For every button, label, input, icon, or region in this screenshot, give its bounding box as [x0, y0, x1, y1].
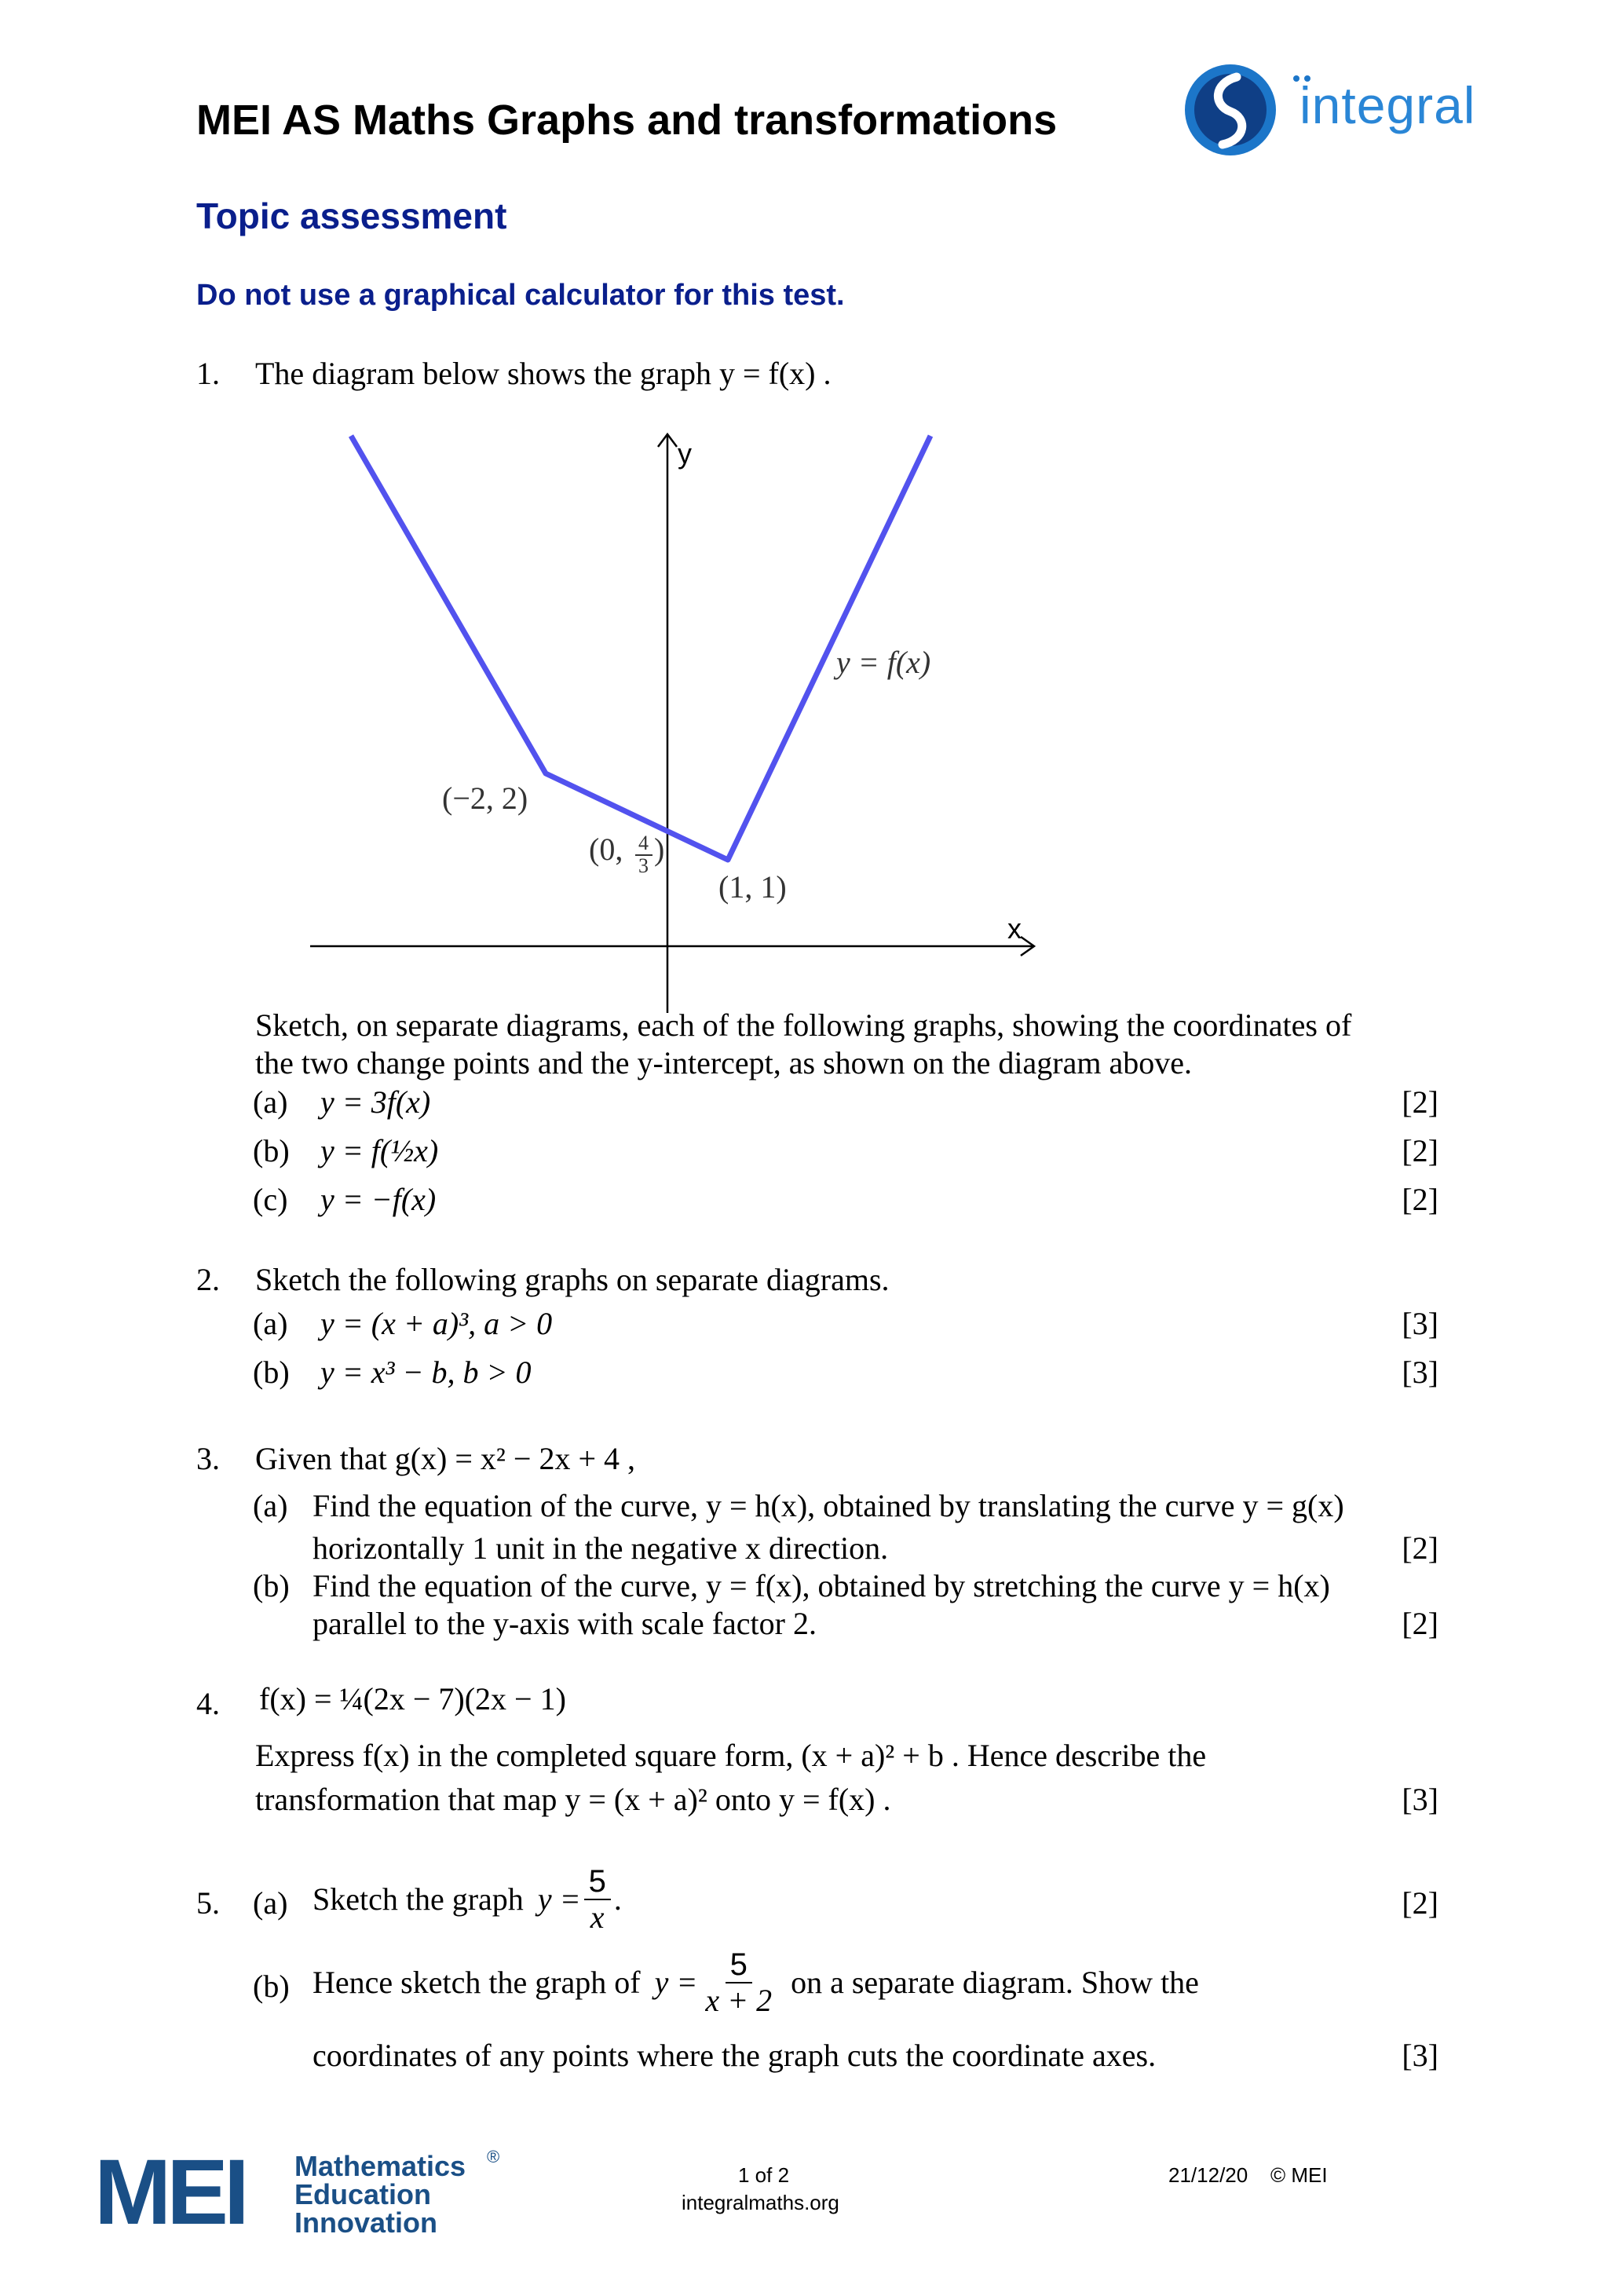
- q3-part-a-marks: [2]: [1402, 1530, 1438, 1566]
- q3-part-a-label: (a): [253, 1488, 288, 1523]
- q2-part-a-expr: y = (x + a)³, a > 0: [320, 1306, 553, 1341]
- calculator-warning: Do not use a graphical calculator for this test.: [196, 279, 845, 312]
- q1-instruction-line2: the two change points and the y-intercept, as shown on the diagram above.: [255, 1045, 1192, 1080]
- point-label-change-1: (−2, 2): [442, 781, 528, 816]
- q5-part-b-text: Hence sketch the graph of: [313, 1965, 641, 2000]
- question-4-number: 4.: [196, 1686, 220, 1721]
- q5-part-b-fraction: [700, 1947, 777, 2018]
- footer-page-number: 1 of 2: [738, 2163, 790, 2187]
- q1-part-c-label: (c): [253, 1182, 288, 1217]
- q1-instruction-line1: Sketch, on separate diagrams, each of the following graphs, showing the coordinates of: [255, 1007, 1352, 1043]
- q1-part-b-label: (b): [253, 1133, 290, 1168]
- q4-marks: [3]: [1402, 1782, 1438, 1817]
- q1-part-b-expr: y = f(½x): [320, 1133, 439, 1168]
- q5-part-b-numerator: 5: [726, 1947, 752, 1983]
- q2-part-b-expr: y = x³ − b, b > 0: [320, 1355, 532, 1390]
- mei-line-3: Innovation: [294, 2206, 437, 2239]
- integral-logo: [1182, 61, 1512, 163]
- logo-text: integral: [1299, 76, 1476, 134]
- x-axis-label: x: [1007, 912, 1022, 945]
- question-5-number: 5.: [196, 1885, 220, 1921]
- y-axis-label: y: [678, 437, 692, 470]
- q2-part-a-marks: [3]: [1402, 1306, 1438, 1341]
- registered-icon: ®: [487, 2147, 500, 2166]
- point-label-y-intercept: [589, 832, 664, 877]
- q5-part-a-statement: [313, 1864, 622, 1935]
- section-title: Topic assessment: [196, 196, 507, 236]
- question-2-number: 2.: [196, 1262, 220, 1297]
- q1-part-a-expr: y = 3f(x): [320, 1084, 431, 1120]
- svg-text:3: 3: [638, 854, 649, 877]
- svg-text:(0,: (0,: [589, 832, 623, 867]
- q3-part-b-marks: [2]: [1402, 1606, 1438, 1641]
- question-3-number: 3.: [196, 1441, 220, 1476]
- q5-part-b-denominator: x + 2: [705, 1983, 773, 2018]
- footer-date: 21/12/20: [1168, 2163, 1248, 2187]
- q3-part-a-line1: Find the equation of the curve, y = h(x), obtained by translating the curve y = g(x): [313, 1488, 1344, 1523]
- q3-part-b-line1: Find the equation of the curve, y = f(x), obtained by stretching the curve y = h(x): [313, 1568, 1330, 1603]
- point-label-change-2: (1, 1): [718, 869, 787, 905]
- q2-part-b-marks: [3]: [1402, 1355, 1438, 1390]
- svg-text:): ): [654, 832, 665, 867]
- q5-part-a-end: .: [613, 1881, 622, 1917]
- q5-part-a-fraction: [584, 1864, 611, 1935]
- mei-line-1: Mathematics: [294, 2150, 466, 2182]
- q5-part-a-lhs: y =: [537, 1881, 581, 1917]
- q5-part-a-numerator: 5: [584, 1864, 611, 1900]
- q5-part-b-line2: coordinates of any points where the graph cuts the coordinate axes.: [313, 2038, 1157, 2073]
- q5-part-b-after: on a separate diagram. Show the: [791, 1965, 1199, 2000]
- question-1-intro: The diagram below shows the graph y = f(x) .: [255, 356, 832, 391]
- q1-part-c-marks: [2]: [1402, 1182, 1438, 1217]
- q1-part-a-marks: [2]: [1402, 1084, 1438, 1120]
- q5-part-b-lhs: y =: [654, 1965, 698, 2000]
- q5-part-a-denominator: x: [590, 1899, 605, 1935]
- q4-line1: Express f(x) in the completed square form, (x + a)² + b . Hence describe the: [255, 1738, 1207, 1773]
- q2-part-a-label: (a): [253, 1306, 288, 1341]
- q4-line2: transformation that map y = (x + a)² onto y = f(x) .: [255, 1782, 891, 1817]
- footer-copyright: © MEI: [1270, 2163, 1328, 2187]
- question-3-intro: Given that g(x) = x² − 2x + 4 ,: [255, 1441, 636, 1476]
- q2-part-b-label: (b): [253, 1355, 290, 1390]
- q5-part-a-label: (a): [253, 1885, 288, 1921]
- q5-part-b-marks: [3]: [1402, 2038, 1438, 2073]
- q5-part-b-statement: [313, 1947, 1199, 2018]
- svg-text:4: 4: [638, 832, 649, 854]
- mei-letters: MEI: [94, 2141, 245, 2244]
- page-title: MEI AS Maths Graphs and transformations: [196, 97, 1058, 144]
- q3-part-b-line2: parallel to the y-axis with scale factor 2.: [313, 1606, 817, 1641]
- question-1-number: 1.: [196, 356, 220, 391]
- q5-part-b-label: (b): [253, 1969, 290, 2004]
- q3-part-b-label: (b): [253, 1568, 290, 1603]
- mei-line-2: Education: [294, 2178, 432, 2210]
- footer-website: integralmaths.org: [682, 2191, 839, 2214]
- q5-part-a-text: Sketch the graph: [313, 1881, 524, 1917]
- mei-logo: [94, 2141, 534, 2246]
- q5-part-a-marks: [2]: [1402, 1885, 1438, 1921]
- q1-part-c-expr: y = −f(x): [320, 1182, 437, 1217]
- q3-part-a-line2: horizontally 1 unit in the negative x direction.: [313, 1530, 889, 1566]
- q1-part-a-label: (a): [253, 1084, 288, 1120]
- question-4-function: f(x) = ¼(2x − 7)(2x − 1): [259, 1681, 566, 1717]
- q1-graph: [310, 428, 1056, 1013]
- question-2-intro: Sketch the following graphs on separate diagrams.: [255, 1262, 890, 1297]
- curve-label: y = f(x): [836, 645, 931, 680]
- q1-part-b-marks: [2]: [1402, 1133, 1438, 1168]
